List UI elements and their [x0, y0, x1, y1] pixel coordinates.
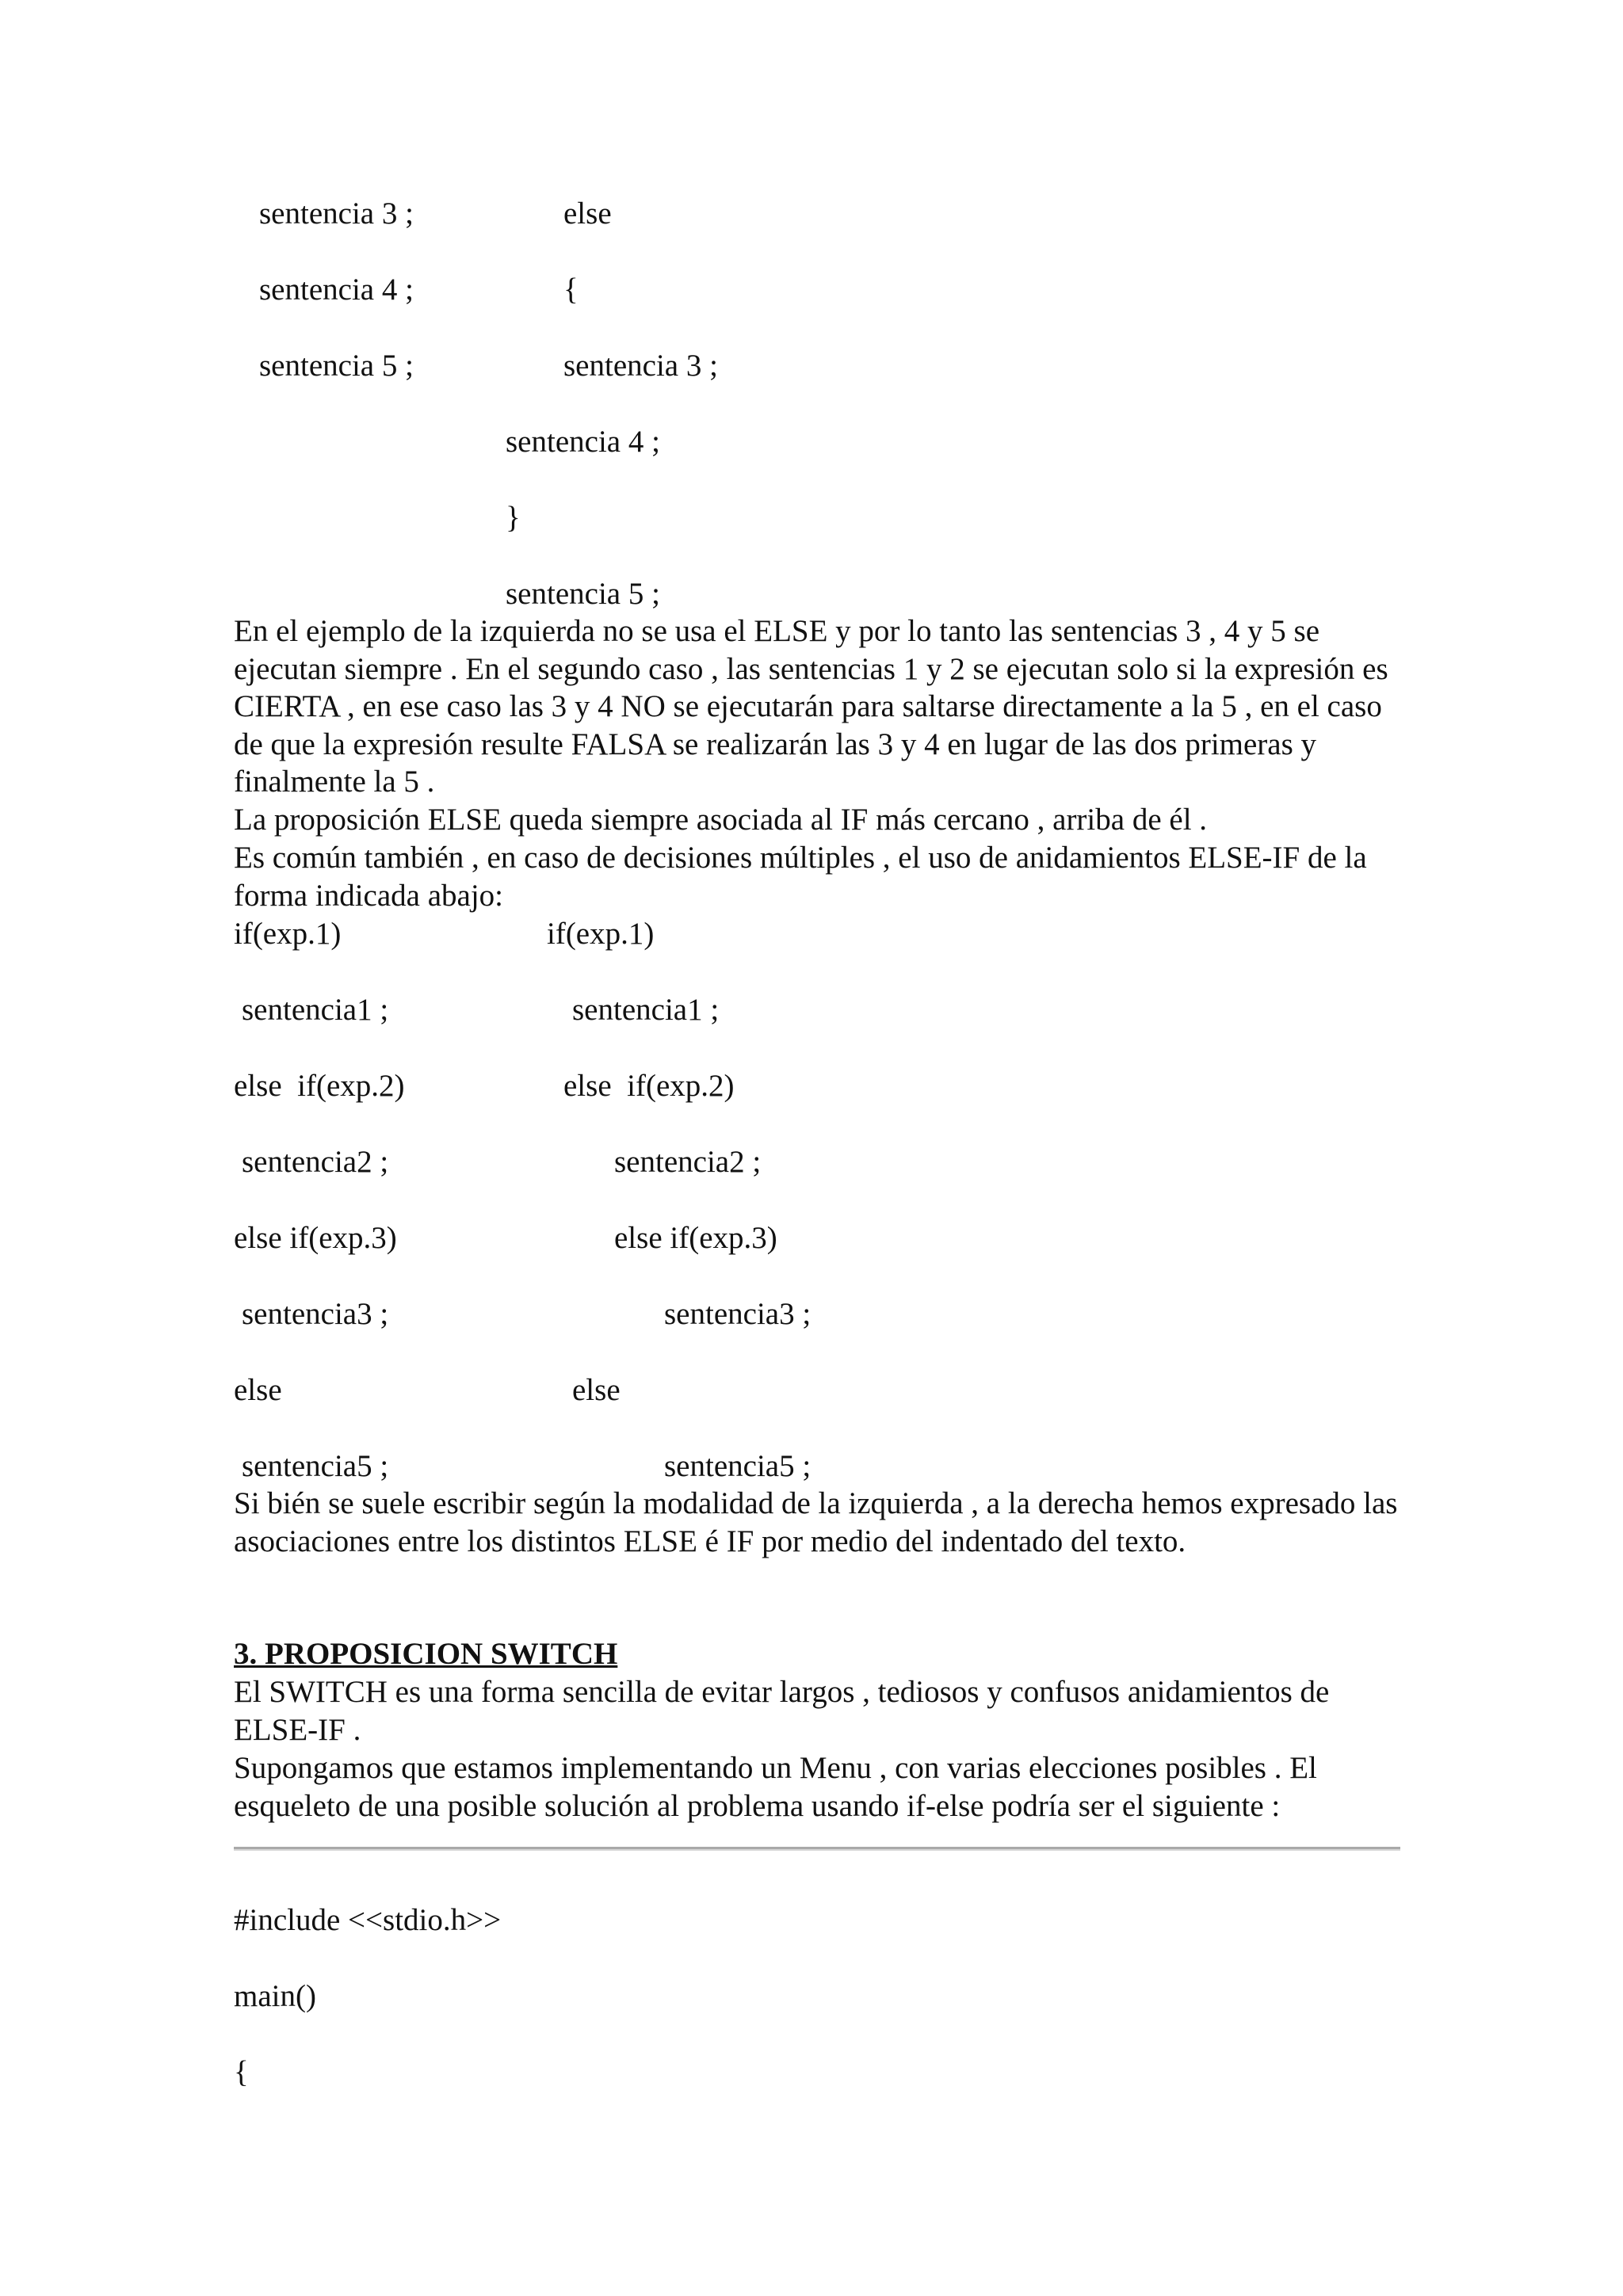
code-elseif-left-line: else if(exp.3): [234, 1221, 397, 1255]
paragraph-else-if-intro: Es común también , en caso de decisiones múltiples , el uso de anidamientos ELSE-IF de la forma indicada abajo:: [234, 841, 1367, 913]
code-elseif-left-line: sentencia5 ;: [242, 1449, 389, 1483]
code-top-right-line: else: [563, 196, 612, 231]
code-bottom-line: {: [234, 2055, 249, 2089]
code-top-right-line: sentencia 3 ;: [563, 349, 718, 383]
code-elseif-right-line: sentencia1 ;: [572, 993, 720, 1027]
code-elseif-right-line: else if(exp.2): [563, 1069, 735, 1103]
code-elseif-left-line: sentencia1 ;: [242, 993, 389, 1027]
code-bottom-line: #include <<stdio.h>>: [234, 1903, 502, 1937]
code-top-indented-line: sentencia 5 ;: [506, 577, 660, 611]
code-elseif-right-line: else if(exp.3): [614, 1221, 777, 1255]
horizontal-divider: [234, 1847, 1400, 1851]
code-elseif-right-line: sentencia5 ;: [664, 1449, 812, 1483]
code-elseif-left-line: if(exp.1): [234, 917, 342, 951]
code-elseif-left-line: else: [234, 1373, 282, 1407]
code-top-left-line: sentencia 4 ;: [259, 273, 414, 307]
paragraph-else-association: La proposición ELSE queda siempre asociada al IF más cercano , arriba de él .: [234, 803, 1208, 837]
code-elseif-left-line: sentencia3 ;: [242, 1297, 389, 1331]
code-elseif-right-line: sentencia2 ;: [614, 1145, 762, 1179]
code-top-left-line: sentencia 3 ;: [259, 196, 414, 231]
paragraph-menu-example: Supongamos que estamos implementando un Menu , con varias elecciones posibles . El esqueleto de una posible solución al problema usando if-else podría ser el siguiente :: [234, 1751, 1317, 1823]
code-elseif-left-line: sentencia2 ;: [242, 1145, 389, 1179]
code-top-left-line: sentencia 5 ;: [259, 349, 414, 383]
paragraph-indentation-note: Si bién se suele escribir según la modalidad de la izquierda , a la derecha hemos expresado las asociaciones entre los distintos ELSE é IF por medio del indentado del texto.: [234, 1486, 1398, 1558]
code-elseif-right-line: else: [572, 1373, 621, 1407]
paragraph-switch-intro: El SWITCH es una forma sencilla de evitar largos , tediosos y confusos anidamientos de ELSE-IF .: [234, 1675, 1330, 1747]
section-heading: 3. PROPOSICION SWITCH: [234, 1637, 618, 1671]
code-top-indented-line: sentencia 4 ;: [506, 425, 660, 459]
code-elseif-right-line: sentencia3 ;: [664, 1297, 812, 1331]
code-bottom-line: main(): [234, 1979, 316, 2013]
code-elseif-left-line: else if(exp.2): [234, 1069, 405, 1103]
paragraph-else-explanation: En el ejemplo de la izquierda no se usa el ELSE y por lo tanto las sentencias 3 , 4 y 5 se ejecutan siempre . En el segundo caso , las sentencias 1 y 2 se ejecutan solo si la expresión es CIERTA , en ese caso las 3 y 4 NO se ejecutarán para saltarse directamente a la 5 , en el caso de que la expresión resulte FALSA se realizarán las 3 y 4 en lugar de las dos primeras y finalmente la 5 .: [234, 614, 1388, 799]
code-top-right-line: {: [563, 273, 579, 307]
code-top-indented-line: }: [506, 501, 521, 535]
code-elseif-right-line: if(exp.1): [547, 917, 655, 951]
